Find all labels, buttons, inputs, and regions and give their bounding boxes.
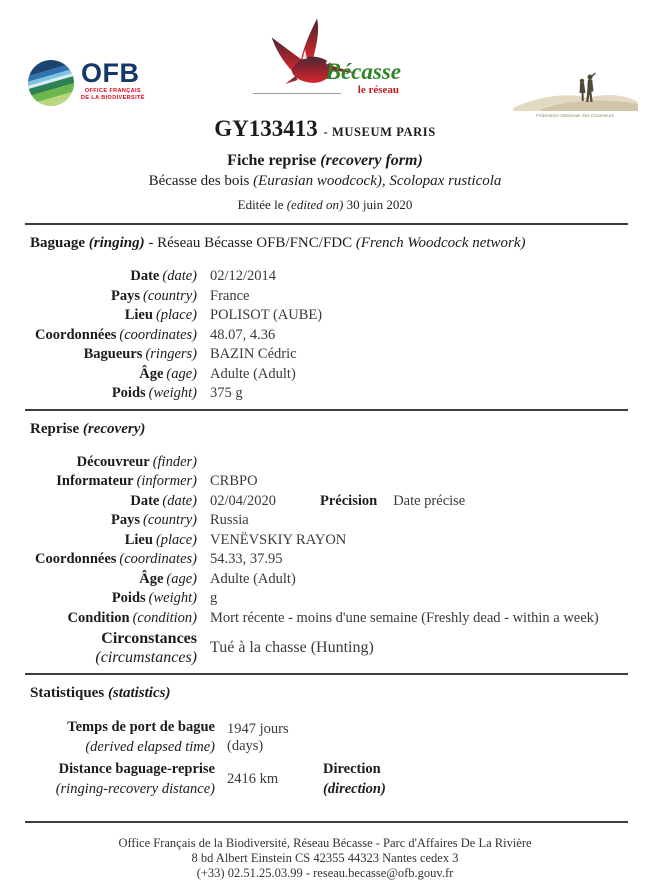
- field-row-weight: Poids (weight) 375 g: [30, 384, 650, 404]
- field-row-coordinates: Coordonnées (coordinates) 54.33, 37.95: [30, 550, 650, 570]
- footer-divider: [25, 821, 628, 823]
- edited-line: [0, 197, 650, 212]
- section-divider: [25, 673, 628, 675]
- field-row-recovery-date: Date (date) 02/04/2020 Précision Date précise: [30, 492, 650, 512]
- field-value: Adulte (Adult): [210, 570, 296, 587]
- field-value: 02/04/2020: [210, 492, 277, 509]
- species-line: [0, 172, 650, 190]
- form-title-fr: Fiche reprise: [227, 152, 317, 169]
- ringing-heading-network-en: (French Woodcock network): [355, 235, 526, 251]
- field-label: Date: [130, 268, 160, 284]
- recovery-heading-fr: Reprise: [30, 420, 80, 437]
- becasse-network-logo: [253, 4, 403, 109]
- form-title-line: [0, 151, 650, 170]
- field-value: 02/12/2014: [210, 268, 277, 284]
- footer-address-line2: 8 bd Albert Einstein CS 42355 44323 Nantes cedex 3: [191, 851, 459, 865]
- precision-label: Précision: [320, 492, 378, 509]
- stat-label-en: (derived elapsed time): [85, 738, 215, 755]
- field-label: Découvreur: [76, 453, 150, 470]
- field-value: POLISOT (AUBE): [210, 307, 323, 323]
- field-label: Pays: [111, 287, 141, 304]
- ringing-scheme: - MUSEUM PARIS: [323, 125, 436, 139]
- field-value: CRBPO: [210, 473, 258, 489]
- field-value: BAZIN Cédric: [210, 346, 297, 362]
- field-row-circumstances: Circonstances (circumstances) Tué à la chasse (Hunting): [30, 629, 650, 667]
- ringing-heading-network: - Réseau Bécasse OFB/FNC/FDC: [148, 235, 353, 251]
- field-row-ringers: Bagueurs (ringers) BAZIN Cédric: [30, 345, 650, 365]
- species-latin: Scolopax rusticola: [389, 173, 502, 189]
- stat-row-elapsed-time: [30, 718, 650, 757]
- footer: [0, 836, 650, 881]
- stat-label-fr: Distance baguage-reprise: [58, 761, 215, 777]
- field-row-date: Date (date) 02/12/2014: [30, 267, 650, 287]
- stat-row-distance: [30, 760, 650, 799]
- field-value: Tué à la chasse (Hunting): [210, 639, 374, 656]
- ofb-logo: [28, 60, 145, 111]
- field-value: 54.33, 37.95: [210, 551, 283, 567]
- recovery-fields: [30, 453, 650, 668]
- fnc-caption-text: Fédération Nationale des Chasseurs: [536, 114, 614, 119]
- field-row-place: Lieu (place) POLISOT (AUBE): [30, 306, 650, 326]
- direction-label: Direction (direction): [323, 761, 386, 797]
- field-label: Coordonnées: [35, 326, 117, 343]
- title-block: [0, 116, 650, 212]
- recovery-heading-en: (recovery): [82, 420, 146, 437]
- field-label: Lieu: [124, 531, 153, 548]
- species-fr: Bécasse des bois: [148, 173, 250, 189]
- edited-prefix: Editée le: [237, 197, 284, 212]
- statistics-heading-fr: Statistiques: [30, 685, 105, 701]
- field-value: France: [210, 287, 250, 304]
- field-label: Informateur: [56, 473, 134, 489]
- section-heading-ringing: [30, 233, 650, 254]
- becasse-logo-tagline: le réseau: [357, 84, 399, 96]
- precision-value: Date précise: [393, 492, 466, 509]
- field-row-age: Âge (age) Adulte (Adult): [30, 570, 650, 590]
- field-value: Russia: [210, 512, 249, 528]
- field-label: Bagueurs: [83, 346, 143, 362]
- field-row-weight: Poids (weight) g: [30, 589, 650, 609]
- stat-label-en: (ringing-recovery distance): [55, 780, 215, 797]
- statistics-fields: [30, 718, 650, 799]
- field-label: Pays: [111, 512, 141, 528]
- footer-address-line1: Office Français de la Biodiversité, Réseau Bécasse - Parc d'Affaires De La Rivière: [118, 836, 532, 850]
- section-divider: [25, 409, 628, 411]
- species-en: (Eurasian woodcock),: [253, 173, 386, 189]
- field-label: Poids: [111, 385, 146, 401]
- becasse-logo-underline: [253, 93, 341, 94]
- edited-prefix-en: (edited on): [286, 197, 344, 212]
- field-label: Âge: [139, 365, 164, 382]
- field-label: Lieu: [124, 307, 153, 323]
- field-label: Circonstances: [101, 630, 197, 647]
- section-heading-statistics: [30, 683, 650, 704]
- ringing-heading-fr: Baguage: [30, 235, 86, 251]
- field-row-finder: Découvreur (finder): [76, 453, 197, 470]
- edited-date: 30 juin 2020: [346, 197, 413, 212]
- footer-contact-line: (+33) 02.51.25.03.99 - reseau.becasse@ofb.gouv.fr: [196, 866, 454, 880]
- field-value: g: [210, 590, 218, 606]
- field-label: Condition: [67, 609, 130, 626]
- field-row-country: Pays (country) France: [30, 287, 650, 307]
- ringing-fields: [30, 267, 650, 404]
- ringing-heading-en: (ringing): [88, 235, 145, 251]
- field-value: Adulte (Adult): [210, 365, 296, 382]
- stat-value: 2416 km: [227, 771, 279, 787]
- field-label: Date: [130, 492, 160, 509]
- field-row-place: Lieu (place) VENËVSKIY RAYON: [30, 531, 650, 551]
- field-value: 375 g: [210, 385, 243, 401]
- section-divider: [25, 223, 628, 225]
- becasse-logo-name: Bécasse: [325, 59, 401, 84]
- field-row-coordinates: Coordonnées (coordinates) 48.07, 4.36: [30, 326, 650, 346]
- ofb-wordmark: [81, 60, 145, 102]
- field-label: Coordonnées: [35, 551, 117, 567]
- fnc-hunters-logo: [513, 70, 638, 125]
- section-heading-recovery: [30, 419, 650, 440]
- field-label: Poids: [111, 590, 146, 606]
- ofb-acronym: OFB: [81, 58, 140, 88]
- statistics-heading-en: (statistics): [107, 685, 171, 701]
- header: [0, 0, 650, 119]
- field-row-condition: Condition (condition) Mort récente - moins d'une semaine (Freshly dead - within a week): [30, 609, 650, 629]
- ring-id: GY133413: [214, 116, 318, 141]
- field-value: 48.07, 4.36: [210, 326, 276, 343]
- field-label: Âge: [139, 570, 164, 587]
- form-title-en: (recovery form): [320, 152, 423, 169]
- stat-label-fr: Temps de port de bague: [67, 719, 215, 735]
- ofb-globe-icon: [28, 60, 74, 111]
- field-row-age: Âge (age) Adulte (Adult): [30, 365, 650, 385]
- field-value: VENËVSKIY RAYON: [210, 531, 347, 548]
- field-row-informer: Informateur (informer) CRBPO: [30, 472, 650, 492]
- stat-value: 1947 jours (days): [227, 720, 289, 754]
- ofb-subtitle: OFFICE FRANÇAIS DE LA BIODIVERSITÉ: [81, 88, 145, 101]
- field-row-country: Pays (country) Russia: [30, 511, 650, 531]
- field-value: Mort récente - moins d'une semaine (Freshly dead - within a week): [210, 609, 599, 626]
